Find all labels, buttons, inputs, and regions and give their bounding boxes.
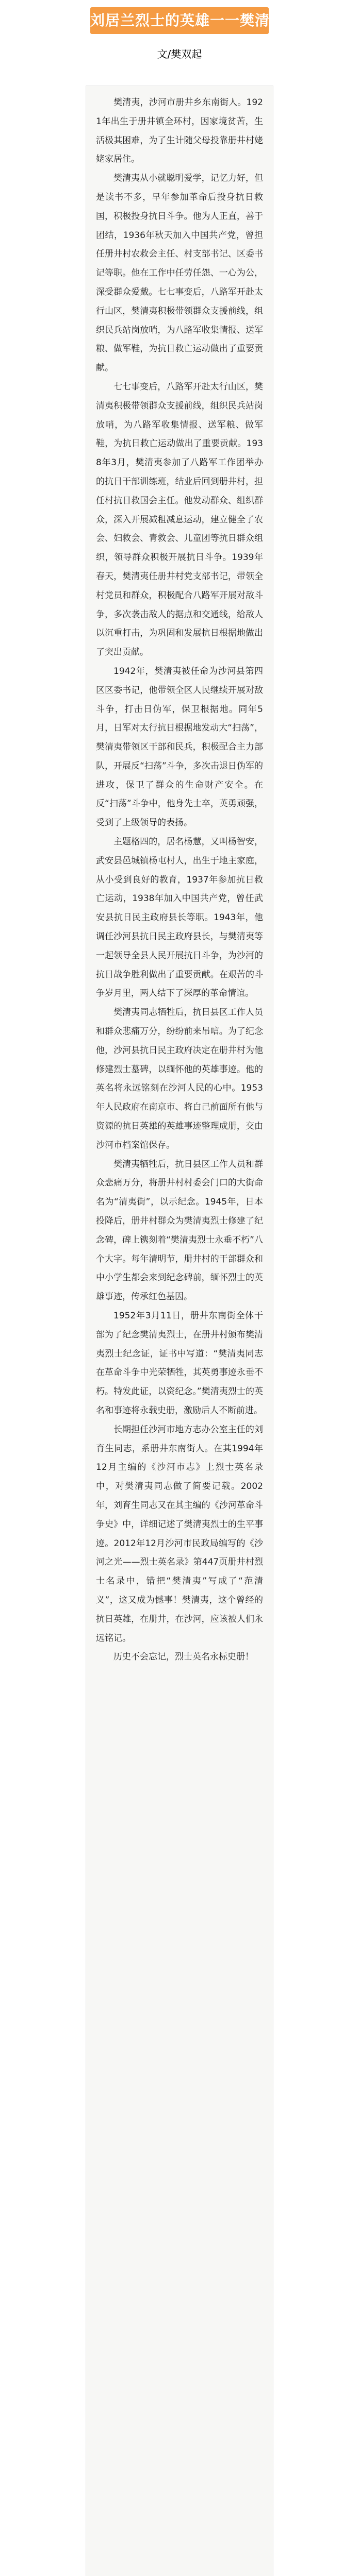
paragraph-7: 樊清夷牺牲后，抗日县区工作人员和群众悲痛万分，将册井村村委会门口的大街命名为“清夷街”，以示纪念。1945年，日本投降后，册井村群众为樊清夷烈士修建了纪念碑，碑上镌刻着“樊清夷烈士永垂不朽”八个大字。每年清明节，册井村的干部群众和中小学生都会来到纪念碑前，缅怀烈士的英雄事迹，传承红色基因。 bbox=[96, 1159, 263, 1302]
title-block bbox=[90, 7, 285, 34]
paragraph-4: 1942年，樊清夷被任命为沙河县第四区区委书记，他带领全区人民继续开展对敌斗争，打击日伪军，保卫根据地。同年5月，日军对太行抗日根据地发动大“扫荡”，樊清夷带领区干部和民兵，积极配合主力部队，开展反“扫荡”斗争，多次击退日伪军的进攻，保卫了群众的生命财产安全。在反“扫荡”斗争中，他身先士卒，英勇顽强，受到了上级领导的表扬。 bbox=[96, 666, 263, 828]
author-byline: 文/樊双起 bbox=[157, 48, 202, 60]
paragraph-3: 七七事变后，八路军开赴太行山区，樊清夷积极带领群众支援前线，组织民兵站岗放哨，为八路军收集情报、送军粮、做军鞋，为抗日救亡运动做出了重要贡献。1938年3月，樊清夷参加了八路军工作团举办的抗日干部训练班，结业后回到册井村，担任村抗日救国会主任。他发动群众、组织群众，深入开展减租减息运动，建立健全了农会、妇救会、青救会、儿童团等抗日群众组织，领导群众积极开展抗日斗争。1939年春天，樊清夷任册井村党支部书记，带领全村党员和群众，积极配合八路军开展对敌斗争，多次袭击敌人的据点和交通线，给敌人以沉重打击，为巩固和发展抗日根据地做出了突出贡献。 bbox=[96, 381, 263, 658]
paragraph-10: 历史不会忘记，烈士英名永标史册！ bbox=[113, 1652, 254, 1663]
paragraph-6: 樊清夷同志牺牲后，抗日县区工作人员和群众悲痛万分，纷纷前来吊唁。为了纪念他，沙河县抗日民主政府决定在册井村为他修建烈士墓碑，以缅怀他的英雄事迹。他的英名将永远铭刻在沙河人民的心中。1953年人民政府在南京市、将白己前面所有他与资源的抗日英雄的英雄事迹整理成册，交由沙河市档案馆保存。 bbox=[96, 1007, 263, 1150]
article-title: 刘居兰烈士的英雄一一樊清夷 bbox=[90, 12, 285, 29]
article-header bbox=[0, 0, 359, 76]
paragraph-9: 长期担任沙河市地方志办公室主任的刘育生同志，系册井东南街人。在其1994年12月主编的《沙河市志》上烈士英名录中，对樊清夷同志做了简要记载。2002年，刘育生同志又在其主编的《沙河革命斗争史》中，详细记述了樊清夷烈士的生平事迹。2012年12月沙河市民政局编写的《沙河之光——烈士英名录》第447页册井村烈士名录中，错把“樊清夷”写成了“范清义”，这又成为憾事！樊清夷，这个曾经的抗日英雄，在册井，在沙河，应该被人们永远铭记。 bbox=[96, 1424, 263, 1643]
article-body bbox=[96, 93, 263, 2576]
paragraph-1: 樊清夷，沙河市册井乡东南街人。1921年出生于册井镇全环村，因家境贫苦，生活极其困难，为了生计随父母投靠册井村姥姥家居住。 bbox=[96, 97, 263, 165]
paragraph-8: 1952年3月11日，册井东南街全体干部为了纪念樊清夷烈士，在册井村颁布樊清夷烈士纪念证，证书中写道：“樊清夷同志在革命斗争中光荣牺牲，其英勇事迹永垂不朽。特发此证，以资纪念。”樊清夷烈士的英名和事迹将永载史册，激励后人不断前进。 bbox=[96, 1311, 263, 1416]
paragraph-2: 樊清夷从小就聪明爱学，记忆力好，但是读书不多，早年参加革命后投身抗日救国，积极投身抗日斗争。他为人正直，善于团结，1936年秋天加入中国共产党，曾担任册井村农救会主任、村支部书记、区委书记等职。他在工作中任劳任怨、一心为公，深受群众爱戴。七七事变后，八路军开赴太行山区，樊清夷积极带领群众支援前线，组织民兵站岗放哨，为八路军收集情报、送军粮、做军鞋，为抗日救亡运动做出了重要贡献。 bbox=[96, 173, 263, 374]
paragraph-5: 主题格四的，居名杨慧，又叫杨智安，武安县邑城镇杨屯村人，出生于地主家庭，从小受到良好的教育，1937年参加抗日救亡运动，1938年加入中国共产党，曾任武安县抗日民主政府县长等职。1943年，他调任沙河县抗日民主政府县长，与樊清夷等一起领导全县人民开展抗日斗争，为沙河的抗日战争胜利做出了重要贡献。在艰苦的斗争岁月里，两人结下了深厚的革命情谊。 bbox=[96, 837, 263, 999]
